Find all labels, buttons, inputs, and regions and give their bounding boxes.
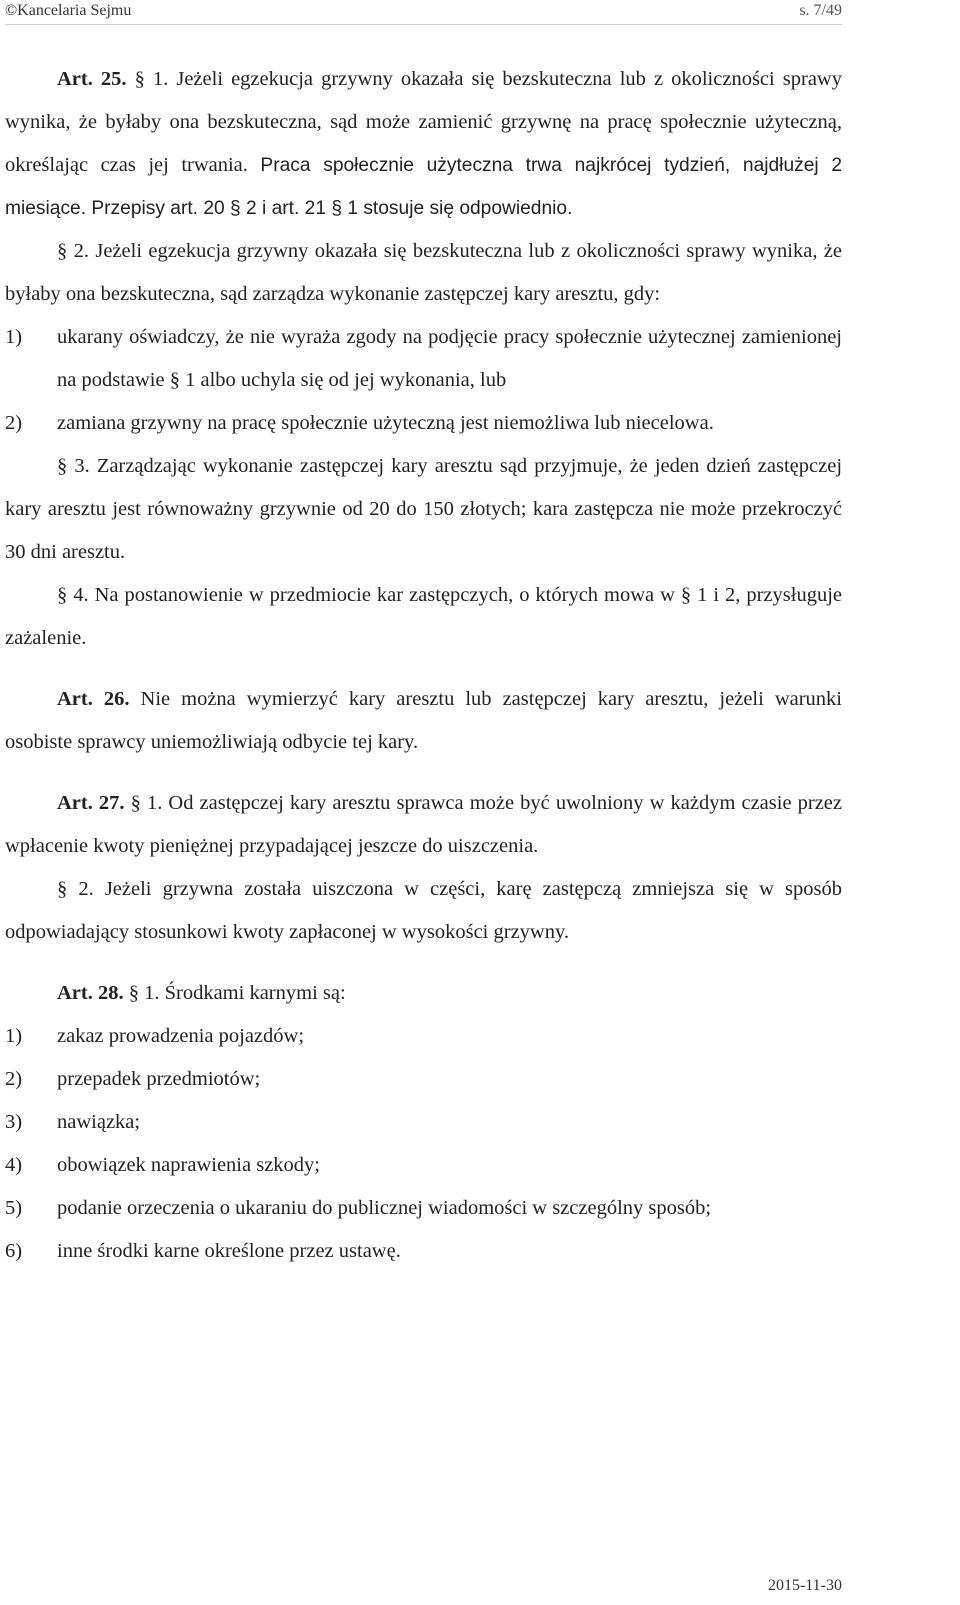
paragraph-text: Jeżeli egzekucja grzywny okazała się bezskuteczna lub z okoliczności sprawy wynika, że byłaby ona bezskuteczna, sąd zarządza wykonanie zastępczej kary aresztu, gdy: <box>5 240 842 305</box>
art25-sec1 <box>5 58 842 230</box>
list-number: 1) <box>5 1025 23 1047</box>
list-number: 3) <box>5 1111 23 1133</box>
paragraph-text: Środkami karnymi są: <box>164 982 346 1004</box>
list-item <box>5 402 842 445</box>
art28-sec1 <box>5 972 842 1015</box>
section-mark: § 3. <box>57 455 90 477</box>
art27-sec2 <box>5 868 842 954</box>
list-text: ukarany oświadczy, że nie wyraża zgody na podjęcie pracy społecznie użytecznej zamienionej na podstawie § 1 albo uchyla się od jej wykonania, lub <box>57 326 842 391</box>
list-text: zamiana grzywny na pracę społecznie użyteczną jest niemożliwa lub niecelowa. <box>57 412 714 434</box>
art26 <box>5 678 842 764</box>
header-source: ©Kancelaria Sejmu <box>5 2 132 19</box>
list-text: podanie orzeczenia o ukaraniu do publicznej wiadomości w szczególny sposób; <box>57 1197 712 1219</box>
list-text: zakaz prowadzenia pojazdów; <box>57 1025 305 1047</box>
paragraph-text: Praca społecznie użyteczna trwa najkrócej tydzień, najdłużej 2 miesiące. Przepisy art. 20 § 2 i art. 21 § 1 stosuje się odpowiednio. <box>5 155 843 219</box>
paragraph-text: Na postanowienie w przedmiocie kar zastępczych, o których mowa w § 1 i 2, przysługuje zażalenie. <box>5 584 843 649</box>
list-number: 6) <box>5 1240 23 1262</box>
article-label: Art. 27. <box>57 792 125 814</box>
list-text: inne środki karne określone przez ustawę. <box>57 1240 401 1262</box>
list-text: obowiązek naprawienia szkody; <box>57 1154 320 1176</box>
list-number: 5) <box>5 1197 23 1219</box>
page-number: s. 7/49 <box>799 2 842 19</box>
section-mark: § 4. <box>57 584 89 606</box>
list-number: 4) <box>5 1154 23 1176</box>
page-footer-date: 2015-11-30 <box>767 1577 842 1594</box>
paragraph-text: Jeżeli grzywna została uiszczona w części, karę zastępczą zmniejsza się w sposób odpowiadający stosunkowi kwoty zapłaconej w wysokości grzywny. <box>5 878 843 943</box>
art25-sec3 <box>5 445 842 574</box>
list-text: nawiązka; <box>57 1111 141 1133</box>
paragraph-text: Jeżeli egzekucja grzywny okazała się bezskuteczna lub z okoliczności sprawy wynika, że byłaby ona bezskuteczna, sąd może zamienić grzywnę na pracę społecznie użyteczną, określając czas jej trwania. <box>5 68 842 176</box>
list-item <box>5 1230 842 1273</box>
list-number: 2) <box>5 412 23 434</box>
section-mark: § 2. <box>57 240 89 262</box>
list-item <box>5 316 842 402</box>
section-mark: § 1. <box>134 68 169 90</box>
art25-sec2 <box>5 230 842 316</box>
article-label: Art. 26. <box>57 688 130 710</box>
list-number: 2) <box>5 1068 23 1090</box>
section-mark: § 1. <box>128 982 160 1004</box>
list-item <box>5 1187 842 1230</box>
article-label: Art. 28. <box>57 982 124 1004</box>
list-item <box>5 1058 842 1101</box>
paragraph-text: Nie można wymierzyć kary aresztu lub zastępczej kary aresztu, jeżeli warunki osobiste sprawcy uniemożliwiają odbycie tej kary. <box>5 688 842 753</box>
article-label: Art. 25. <box>57 68 127 90</box>
document-body <box>5 58 842 1273</box>
section-mark: § 2. <box>57 878 94 900</box>
list-item <box>5 1015 842 1058</box>
page-header <box>5 0 842 25</box>
art27-sec1 <box>5 782 842 868</box>
paragraph-text: Od zastępczej kary aresztu sprawca może być uwolniony w każdym czasie przez wpłacenie kwoty pieniężnej przypadającej jeszcze do uiszczenia. <box>5 792 842 857</box>
list-number: 1) <box>5 326 23 348</box>
art25-sec4 <box>5 574 842 660</box>
list-text: przepadek przedmiotów; <box>57 1068 261 1090</box>
list-item <box>5 1101 842 1144</box>
list-item <box>5 1144 842 1187</box>
paragraph-text: Zarządzając wykonanie zastępczej kary aresztu sąd przyjmuje, że jeden dzień zastępczej kary aresztu jest równoważny grzywnie od 20 do 150 złotych; kara zastępcza nie może przekroczyć 30 dni aresztu. <box>5 455 843 563</box>
section-mark: § 1. <box>130 792 163 814</box>
